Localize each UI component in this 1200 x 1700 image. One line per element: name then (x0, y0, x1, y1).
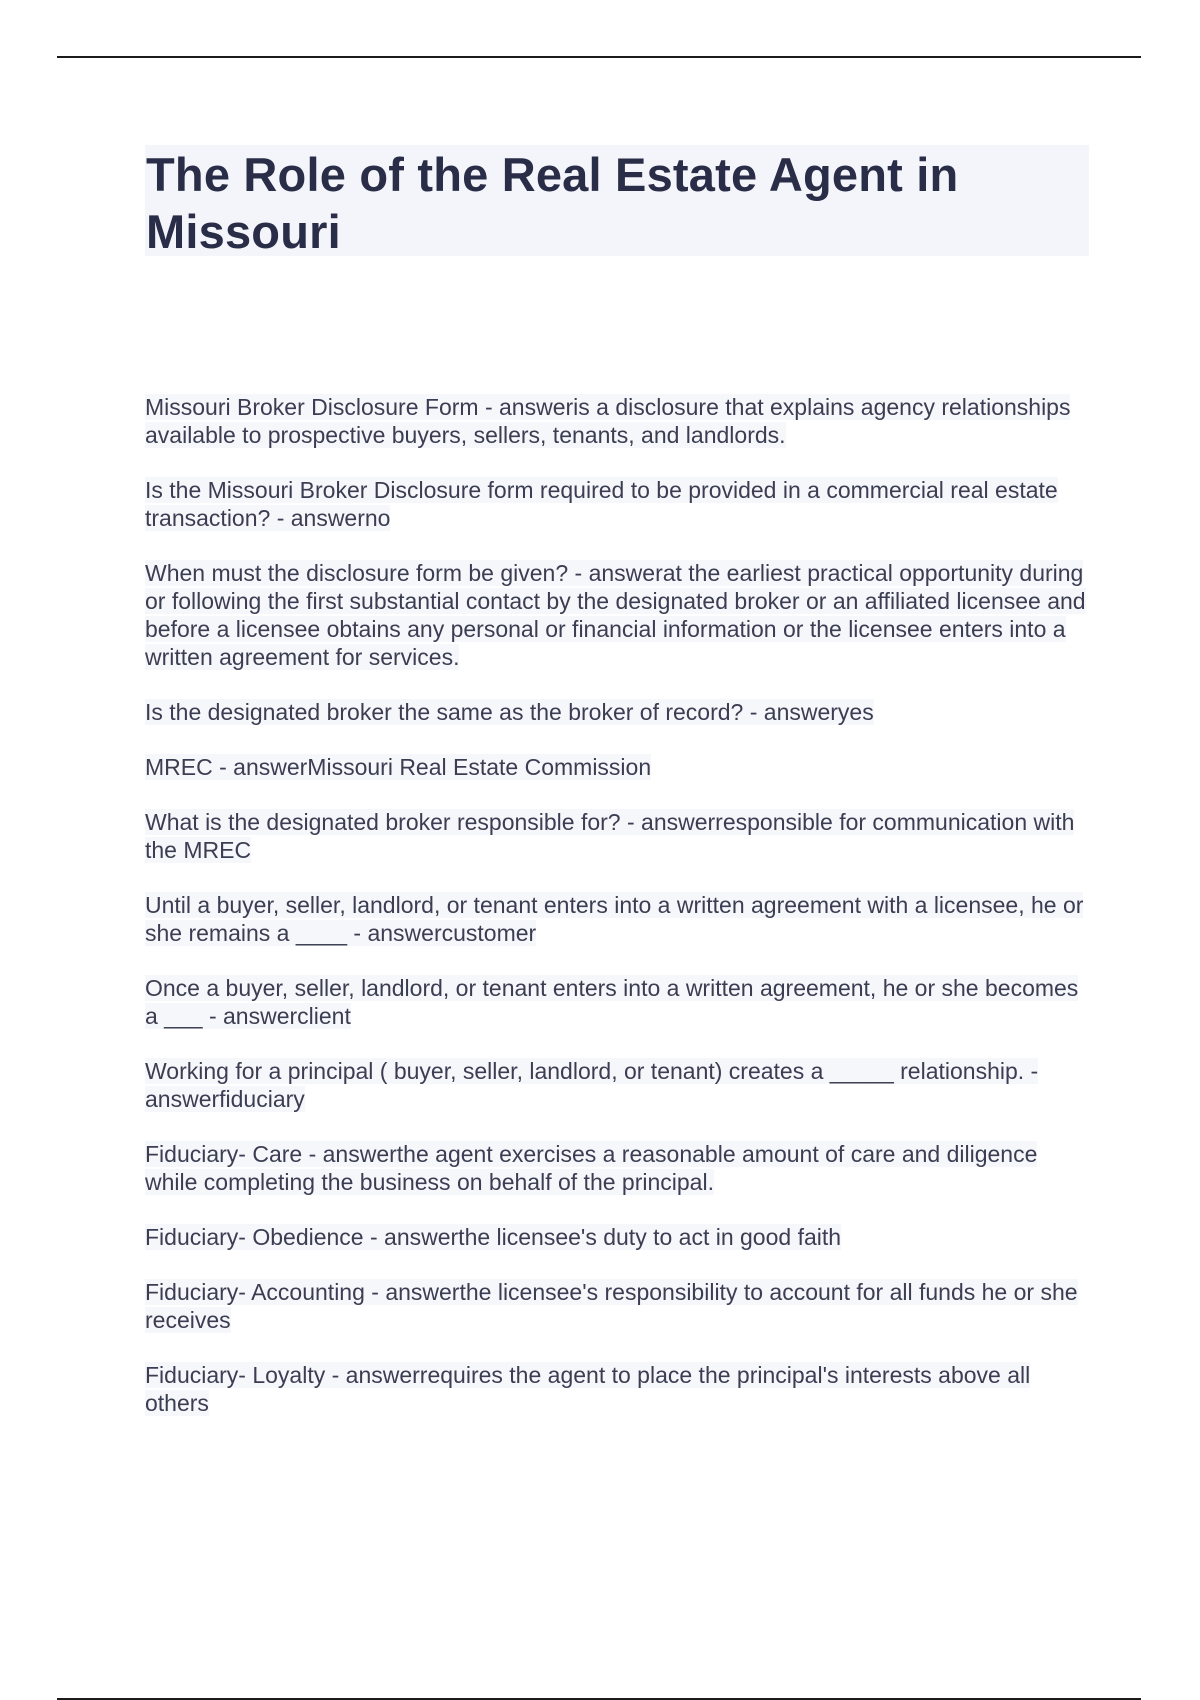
qa-item: Missouri Broker Disclosure Form - answeris a disclosure that explains agency relationships available to prospective buyers, sellers, tenants, and landlords. (145, 394, 1071, 448)
qa-item: Working for a principal ( buyer, seller, landlord, or tenant) creates a _____ relationship. - answerfiduciary (145, 1058, 1039, 1112)
qa-item: Fiduciary- Accounting - answerthe licensee's responsibility to account for all funds he or she receives (145, 1279, 1078, 1333)
qa-item: MREC - answerMissouri Real Estate Commission (145, 754, 652, 780)
qa-item: Fiduciary- Loyalty - answerrequires the agent to place the principal's interests above all others (145, 1362, 1031, 1416)
qa-item: Fiduciary- Care - answerthe agent exercises a reasonable amount of care and diligence while completing the business on behalf of the principal. (145, 1141, 1038, 1195)
qa-item: When must the disclosure form be given? - answerat the earliest practical opportunity during or following the first substantial contact by the designated broker or an affiliated licensee and before a licensee obtains any personal or financial information or the licensee enters into a written agreement for services. (145, 560, 1086, 670)
qa-item: Fiduciary- Obedience - answerthe licensee's duty to act in good faith (145, 1224, 842, 1250)
qa-list (145, 393, 1089, 1417)
qa-item: What is the designated broker responsible for? - answerresponsible for communication with the MREC (145, 809, 1075, 863)
qa-item: Is the designated broker the same as the broker of record? - answeryes (145, 699, 874, 725)
page-title: The Role of the Real Estate Agent in Missouri (146, 148, 959, 258)
qa-item: Once a buyer, seller, landlord, or tenant enters into a written agreement, he or she becomes a ___ - answerclient (145, 975, 1079, 1029)
top-divider (57, 56, 1141, 58)
qa-item: Until a buyer, seller, landlord, or tenant enters into a written agreement with a licensee, he or she remains a ____ - answercustomer (145, 892, 1084, 946)
qa-item: Is the Missouri Broker Disclosure form required to be provided in a commercial real estate transaction? - answerno (145, 477, 1058, 531)
title-block (145, 145, 1089, 256)
